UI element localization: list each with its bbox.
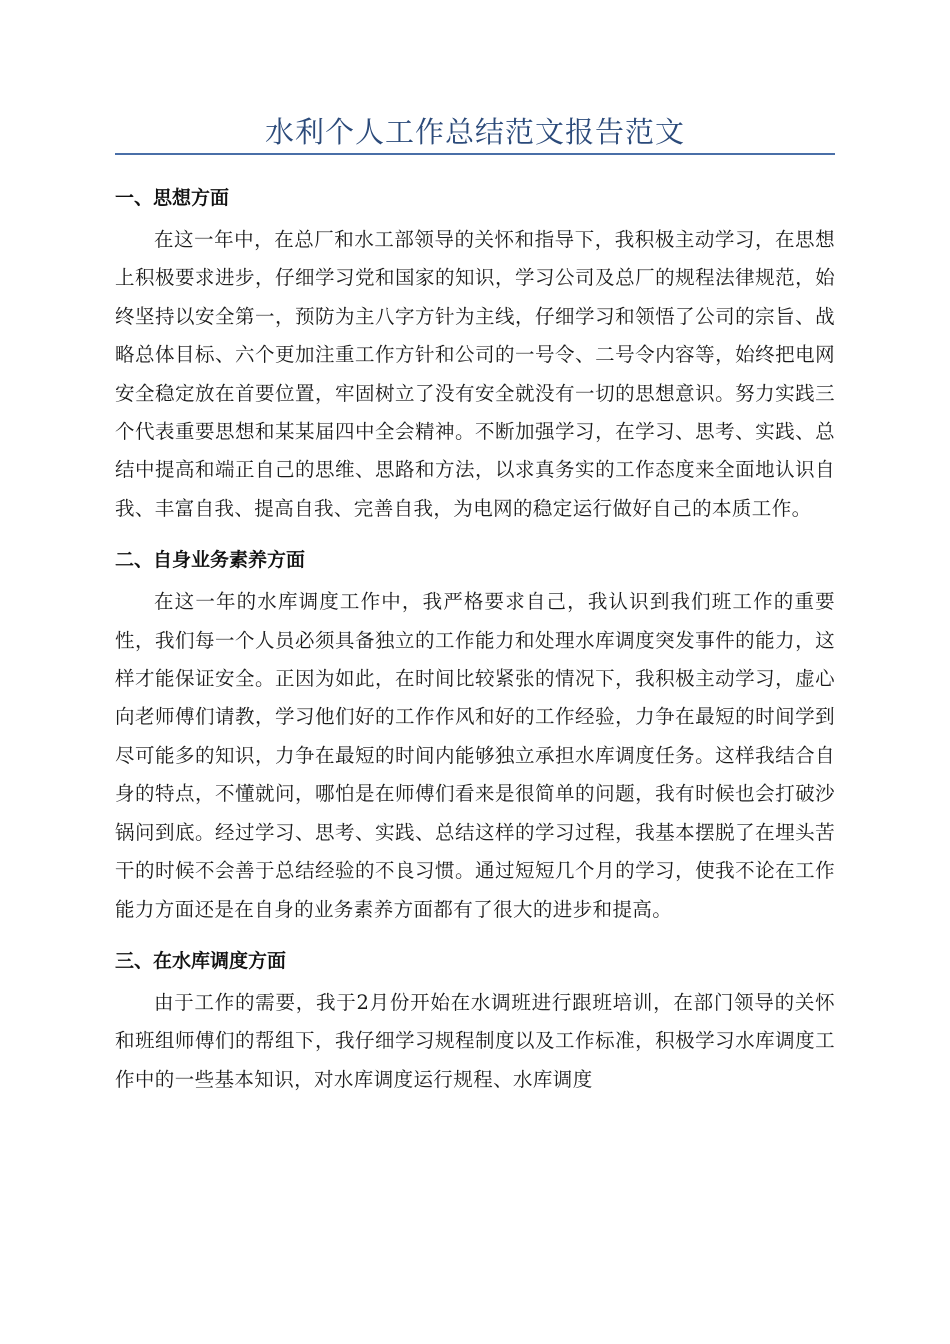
section-paragraph: 由于工作的需要，我于2月份开始在水调班进行跟班培训，在部门领导的关怀和班组师傅们的帮组下，我仔细学习规程制度以及工作标准，积极学习水库调度工作中的一些基本知识，对水库调度运行规程、水库调度	[115, 990, 835, 1091]
section-professional	[115, 537, 835, 929]
section-heading: 三、在水库调度方面	[115, 949, 287, 972]
document-page	[115, 112, 835, 1108]
section-paragraph: 在这一年的水库调度工作中，我严格要求自己，我认识到我们班工作的重要性，我们每一个人员必须具备独立的工作能力和处理水库调度突发事件的能力，这样才能保证安全。正因为如此，在时间比较紧张的情况下，我积极主动学习，虚心向老师傅们请教，学习他们好的工作作风和好的工作经验，力争在最短的时间学到尽可能多的知识，力争在最短的时间内能够独立承担水库调度任务。这样我结合自身的特点，不懂就问，哪怕是在师傅们看来是很简单的问题，我有时候也会打破沙锅问到底。经过学习、思考、实践、总结这样的学习过程，我基本摆脱了在埋头苦干的时候不会善于总结经验的不良习惯。通过短短几个月的学习，使我不论在工作能力方面还是在自身的业务素养方面都有了很大的进步和提高。	[115, 590, 835, 921]
section-paragraph: 在这一年中，在总厂和水工部领导的关怀和指导下，我积极主动学习，在思想上积极要求进步，仔细学习党和国家的知识，学习公司及总厂的规程法律规范，始终坚持以安全第一，预防为主八字方针为主线，仔细学习和领悟了公司的宗旨、战略总体目标、六个更加注重工作方针和公司的一号令、二号令内容等，始终把电网安全稳定放在首要位置，牢固树立了没有安全就没有一切的思想意识。努力实践三个代表重要思想和某某届四中全会精神。不断加强学习，在学习、思考、实践、总结中提高和端正自己的思维、思路和方法，以求真务实的工作态度来全面地认识自我、丰富自我、提高自我、完善自我，为电网的稳定运行做好自己的本质工作。	[115, 228, 835, 520]
section-heading: 二、自身业务素养方面	[115, 549, 306, 572]
section-heading: 一、思想方面	[115, 187, 230, 209]
document-title: 水利个人工作总结范文报告范文	[264, 115, 685, 149]
title-underline	[115, 153, 835, 155]
section-reservoir-dispatch	[115, 938, 835, 1099]
section-thought	[115, 175, 835, 528]
